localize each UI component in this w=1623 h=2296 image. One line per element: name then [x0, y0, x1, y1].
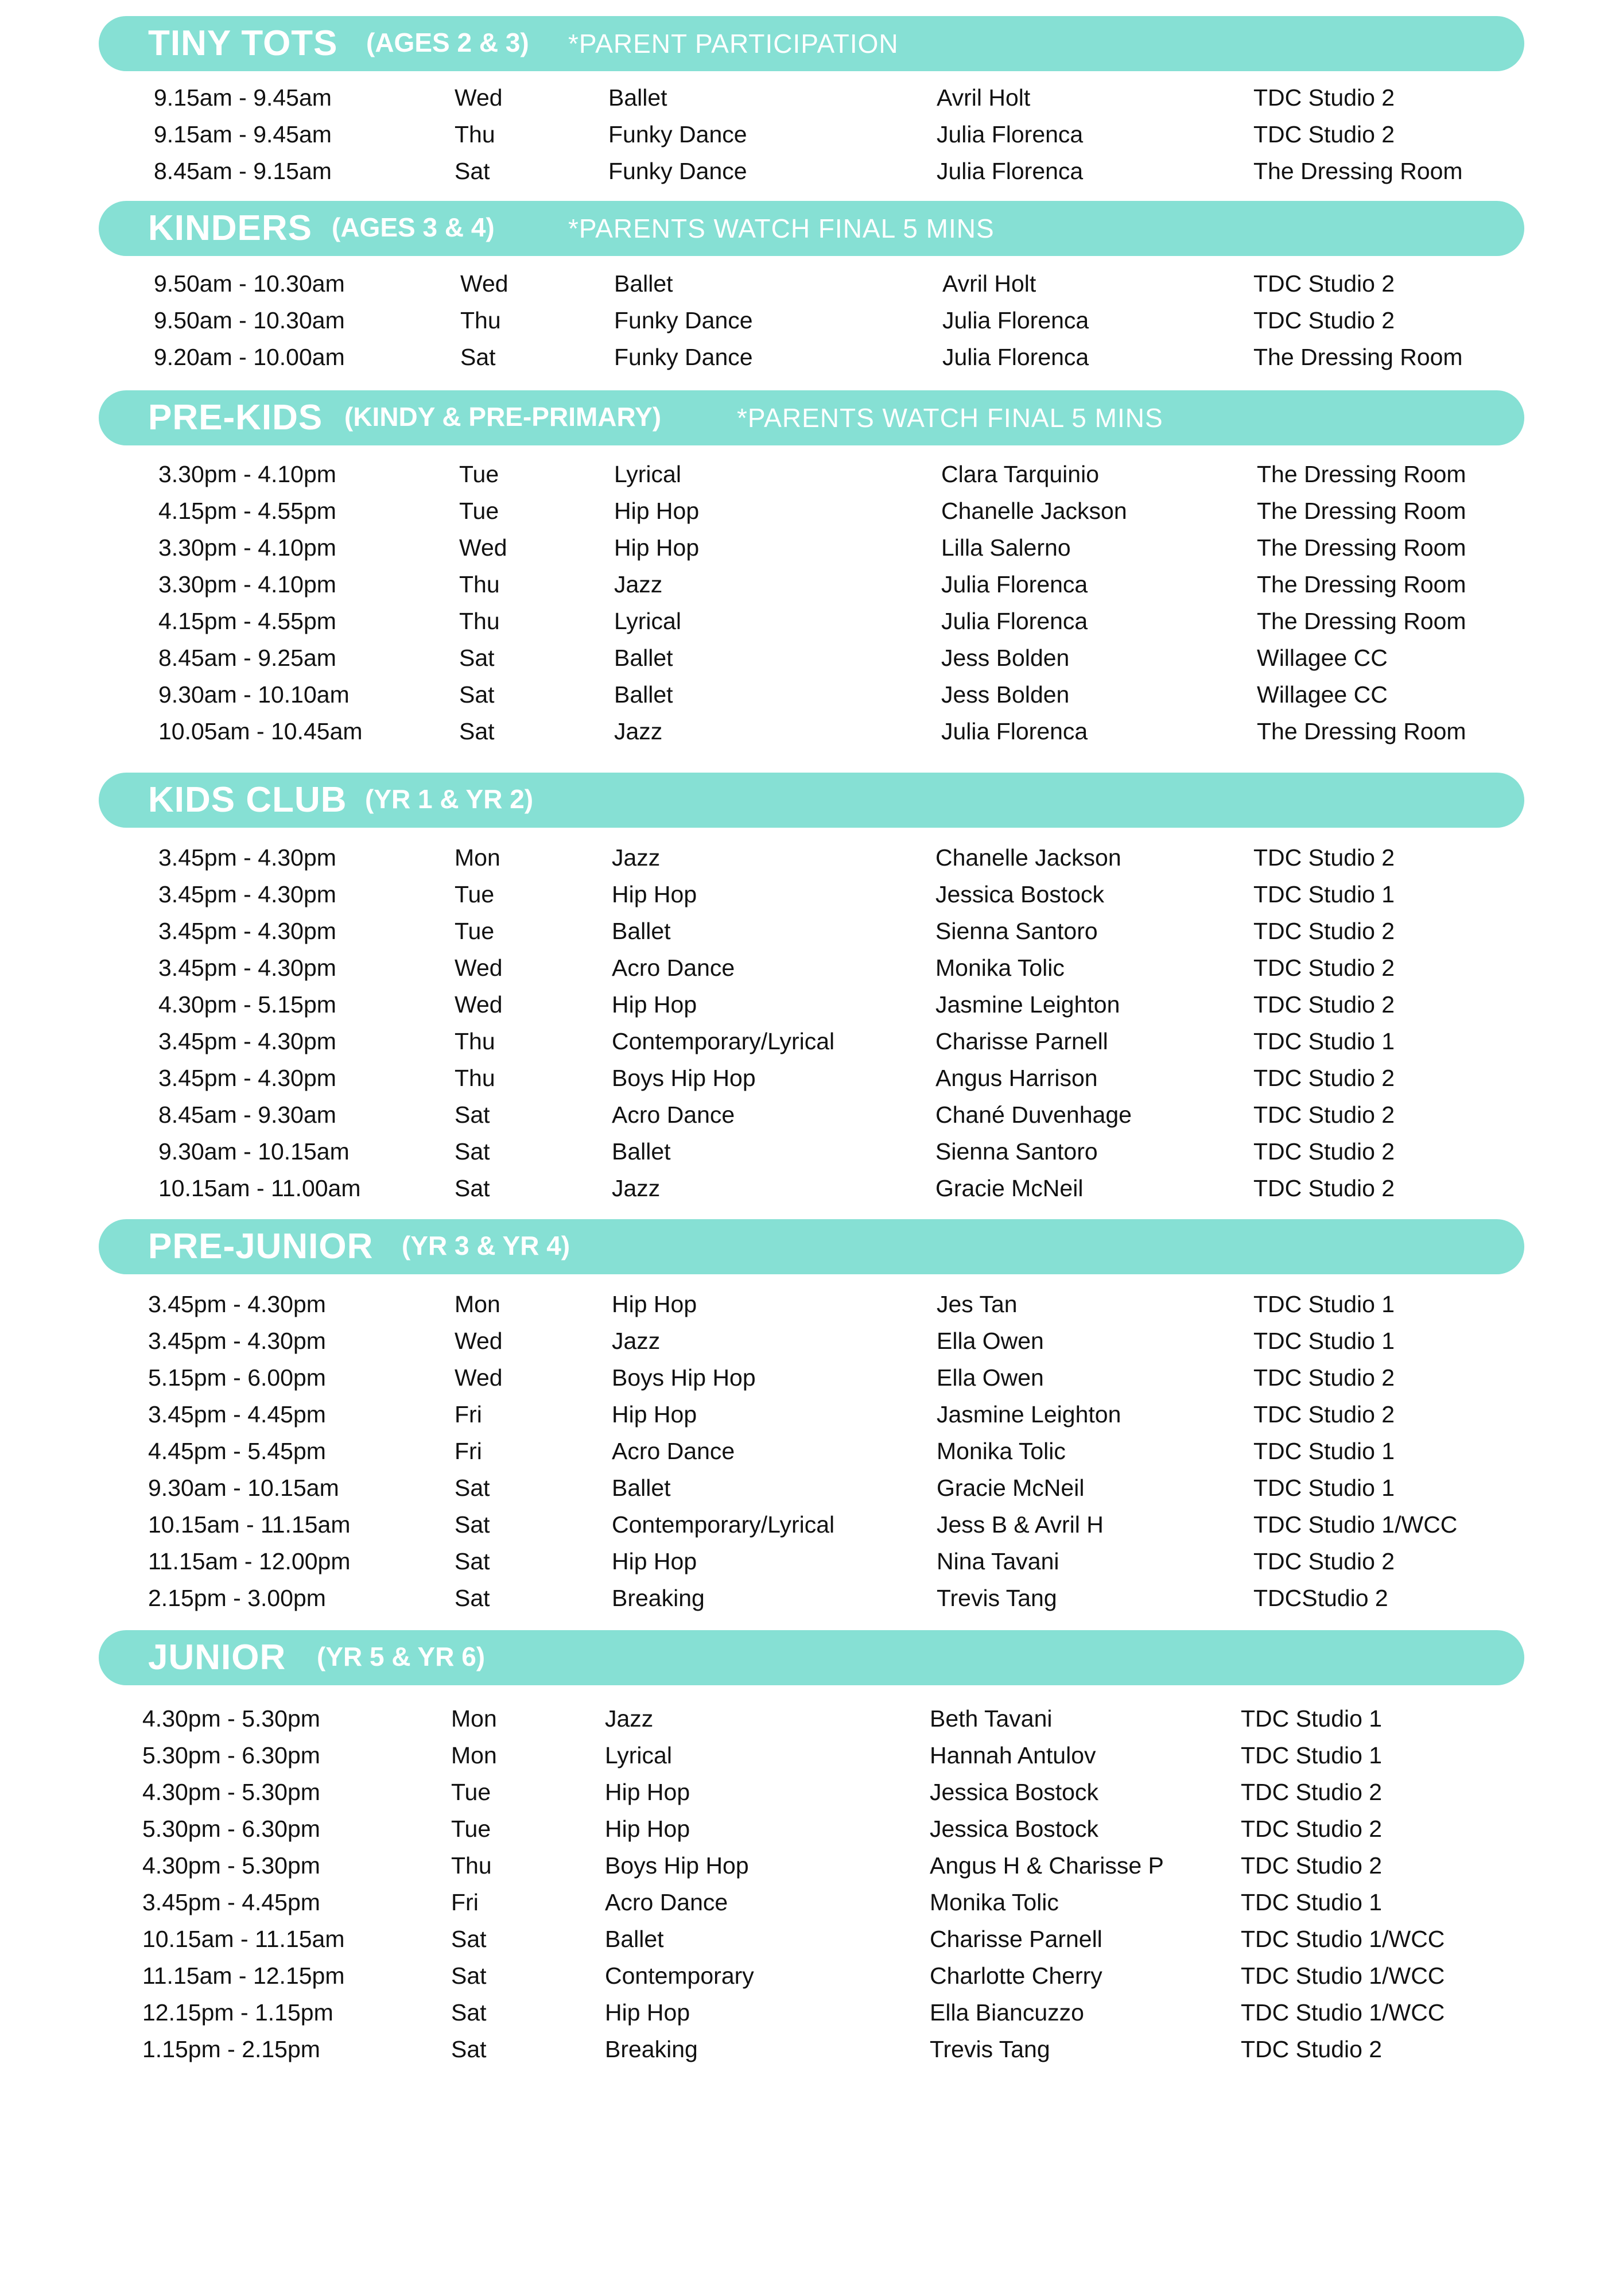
kinders-note: *PARENTS WATCH FINAL 5 MINS [568, 214, 995, 243]
cell-class: Lyrical [614, 608, 681, 634]
cell-time: 9.30am - 10.15am [158, 1138, 350, 1165]
schedule-row [0, 1096, 1623, 1133]
pre-kids-note: *PARENTS WATCH FINAL 5 MINS [737, 403, 1163, 433]
cell-class: Jazz [612, 1175, 661, 1201]
cell-day: Tue [451, 1779, 491, 1805]
kids-club-schedule [0, 839, 1623, 1207]
schedule-row [0, 1921, 1623, 1957]
cell-teacher: Sienna Santoro [935, 918, 1098, 944]
cell-class: Ballet [605, 1926, 664, 1952]
cell-venue: TDC Studio 1 [1241, 1705, 1383, 1732]
cell-day: Sat [451, 1999, 487, 2026]
cell-day: Mon [455, 844, 500, 871]
schedule-row [0, 566, 1623, 603]
kids-club-banner [99, 773, 1524, 828]
cell-class: Jazz [612, 1328, 661, 1354]
schedule-row [0, 79, 1623, 116]
cell-venue: TDC Studio 2 [1253, 991, 1395, 1018]
schedule-row [0, 1810, 1623, 1847]
cell-venue: TDC Studio 2 [1253, 918, 1395, 944]
cell-day: Wed [455, 84, 503, 111]
schedule-row [0, 1396, 1623, 1433]
schedule-row [0, 302, 1623, 339]
cell-day: Sat [459, 681, 495, 708]
schedule-row [0, 1170, 1623, 1207]
cell-class: Contemporary/Lyrical [612, 1028, 835, 1054]
schedule-row [0, 1133, 1623, 1170]
cell-teacher: Ella Owen [937, 1328, 1044, 1354]
cell-teacher: Jasmine Leighton [935, 991, 1120, 1018]
cell-class: Boys Hip Hop [605, 1852, 749, 1879]
schedule-row [0, 1700, 1623, 1737]
cell-teacher: Charlotte Cherry [930, 1963, 1102, 1989]
cell-venue: TDC Studio 1 [1253, 1028, 1395, 1054]
cell-venue: TDC Studio 1/WCC [1241, 1963, 1445, 1989]
tiny-tots-schedule [0, 79, 1623, 189]
cell-day: Sat [455, 1175, 490, 1201]
cell-time: 9.50am - 10.30am [154, 270, 345, 297]
cell-venue: TDC Studio 2 [1241, 1779, 1383, 1805]
cell-class: Breaking [605, 2036, 698, 2062]
cell-time: 8.45am - 9.25am [158, 645, 336, 671]
cell-teacher: Jess Bolden [941, 645, 1070, 671]
kinders-schedule [0, 265, 1623, 375]
cell-teacher: Julia Florenca [937, 158, 1084, 184]
cell-class: Breaking [612, 1585, 705, 1611]
schedule-row [0, 265, 1623, 302]
cell-day: Thu [455, 121, 495, 148]
schedule-row [0, 1506, 1623, 1543]
cell-teacher: Lilla Salerno [941, 534, 1071, 561]
schedule-row [0, 603, 1623, 639]
cell-teacher: Trevis Tang [930, 2036, 1050, 2062]
cell-class: Jazz [605, 1705, 654, 1732]
cell-day: Sat [451, 1963, 487, 1989]
schedule-row [0, 1469, 1623, 1506]
cell-venue: TDC Studio 1 [1253, 1475, 1395, 1501]
schedule-row [0, 456, 1623, 492]
pre-kids-schedule [0, 456, 1623, 750]
schedule-row [0, 339, 1623, 375]
cell-day: Mon [455, 1291, 500, 1317]
cell-class: Hip Hop [614, 534, 700, 561]
cell-teacher: Chané Duvenhage [935, 1102, 1132, 1128]
cell-venue: TDC Studio 2 [1241, 1852, 1383, 1879]
kids-club-title: KIDS CLUB [148, 780, 347, 820]
cell-venue: The Dressing Room [1253, 158, 1463, 184]
junior-schedule [0, 1700, 1623, 2068]
cell-venue: TDC Studio 1 [1253, 881, 1395, 907]
schedule-row [0, 1322, 1623, 1359]
cell-day: Sat [455, 1585, 490, 1611]
cell-class: Hip Hop [612, 1548, 697, 1574]
cell-time: 10.15am - 11.15am [148, 1511, 351, 1538]
cell-day: Wed [459, 534, 507, 561]
cell-venue: TDC Studio 1 [1241, 1889, 1383, 1915]
cell-teacher: Monika Tolic [935, 955, 1065, 981]
cell-time: 4.15pm - 4.55pm [158, 498, 336, 524]
cell-day: Sat [451, 2036, 487, 2062]
schedule-row [0, 713, 1623, 750]
cell-teacher: Chanelle Jackson [941, 498, 1127, 524]
cell-teacher: Gracie McNeil [935, 1175, 1084, 1201]
junior-title: JUNIOR [148, 1638, 286, 1677]
cell-time: 4.15pm - 4.55pm [158, 608, 336, 634]
tiny-tots-banner [99, 16, 1524, 71]
cell-day: Wed [460, 270, 508, 297]
cell-teacher: Charisse Parnell [935, 1028, 1108, 1054]
cell-class: Contemporary/Lyrical [612, 1511, 835, 1538]
pre-junior-title: PRE-JUNIOR [148, 1227, 374, 1266]
cell-time: 3.30pm - 4.10pm [158, 534, 336, 561]
cell-time: 4.30pm - 5.30pm [142, 1705, 320, 1732]
cell-time: 9.15am - 9.45am [154, 84, 332, 111]
cell-class: Funky Dance [614, 307, 753, 333]
cell-venue: The Dressing Room [1257, 608, 1466, 634]
cell-time: 10.15am - 11.15am [142, 1926, 345, 1952]
cell-teacher: Clara Tarquinio [941, 461, 1100, 487]
cell-venue: The Dressing Room [1257, 498, 1466, 524]
schedule-row [0, 1023, 1623, 1060]
cell-time: 9.50am - 10.30am [154, 307, 345, 333]
cell-venue: The Dressing Room [1253, 344, 1463, 370]
cell-venue: Willagee CC [1257, 681, 1388, 708]
cell-day: Mon [451, 1705, 497, 1732]
cell-venue: The Dressing Room [1257, 461, 1466, 487]
cell-venue: The Dressing Room [1257, 718, 1466, 744]
cell-class: Ballet [608, 84, 667, 111]
schedule-row [0, 1060, 1623, 1096]
cell-teacher: Julia Florenca [941, 718, 1088, 744]
cell-day: Sat [455, 1102, 490, 1128]
cell-venue: TDC Studio 2 [1241, 2036, 1383, 2062]
cell-day: Fri [455, 1438, 482, 1464]
schedule-row [0, 986, 1623, 1023]
cell-time: 8.45am - 9.15am [154, 158, 332, 184]
cell-time: 3.45pm - 4.30pm [158, 918, 336, 944]
cell-day: Wed [455, 991, 503, 1018]
cell-day: Sat [455, 1548, 490, 1574]
pre-junior-ages: (YR 3 & YR 4) [402, 1231, 570, 1261]
cell-venue: The Dressing Room [1257, 571, 1466, 598]
pre-kids-banner [99, 390, 1524, 445]
schedule-row [0, 1994, 1623, 2031]
schedule-row [0, 1543, 1623, 1580]
cell-teacher: Angus H & Charisse P [930, 1852, 1164, 1879]
cell-time: 3.45pm - 4.30pm [148, 1291, 326, 1317]
cell-venue: TDC Studio 2 [1253, 307, 1395, 333]
schedule-row [0, 1580, 1623, 1616]
cell-day: Tue [451, 1816, 491, 1842]
cell-day: Wed [455, 955, 503, 981]
cell-teacher: Julia Florenca [937, 121, 1084, 148]
schedule-row [0, 529, 1623, 566]
cell-class: Boys Hip Hop [612, 1364, 756, 1391]
cell-time: 3.45pm - 4.30pm [158, 955, 336, 981]
kinders-banner [99, 201, 1524, 256]
cell-teacher: Angus Harrison [935, 1065, 1098, 1091]
cell-class: Ballet [614, 681, 673, 708]
cell-venue: TDC Studio 1 [1253, 1291, 1395, 1317]
cell-class: Jazz [612, 844, 661, 871]
tiny-tots-title: TINY TOTS [148, 24, 338, 63]
cell-venue: TDC Studio 1 [1253, 1438, 1395, 1464]
cell-day: Sat [455, 1138, 490, 1165]
cell-teacher: Julia Florenca [941, 571, 1088, 598]
cell-teacher: Charisse Parnell [930, 1926, 1102, 1952]
cell-venue: TDC Studio 2 [1253, 84, 1395, 111]
cell-time: 1.15pm - 2.15pm [142, 2036, 320, 2062]
cell-venue: TDCStudio 2 [1253, 1585, 1388, 1611]
cell-day: Thu [459, 571, 500, 598]
cell-day: Tue [455, 881, 495, 907]
cell-venue: TDC Studio 2 [1253, 1548, 1395, 1574]
cell-teacher: Monika Tolic [930, 1889, 1059, 1915]
cell-time: 8.45am - 9.30am [158, 1102, 336, 1128]
cell-day: Sat [460, 344, 496, 370]
schedule-row [0, 1774, 1623, 1810]
kinders-ages: (AGES 3 & 4) [332, 212, 495, 242]
cell-teacher: Jasmine Leighton [937, 1401, 1121, 1428]
cell-venue: TDC Studio 2 [1253, 1102, 1395, 1128]
cell-day: Sat [455, 158, 490, 184]
cell-teacher: Avril Holt [942, 270, 1036, 297]
cell-time: 2.15pm - 3.00pm [148, 1585, 326, 1611]
cell-venue: TDC Studio 1 [1253, 1328, 1395, 1354]
cell-time: 4.30pm - 5.30pm [142, 1779, 320, 1805]
cell-day: Thu [460, 307, 501, 333]
cell-venue: TDC Studio 2 [1253, 1065, 1395, 1091]
cell-day: Sat [451, 1926, 487, 1952]
schedule-row [0, 2031, 1623, 2068]
cell-day: Mon [451, 1742, 497, 1768]
cell-time: 3.45pm - 4.30pm [158, 1065, 336, 1091]
cell-time: 4.45pm - 5.45pm [148, 1438, 326, 1464]
cell-venue: TDC Studio 1 [1241, 1742, 1383, 1768]
cell-venue: TDC Studio 2 [1253, 844, 1395, 871]
cell-class: Lyrical [614, 461, 681, 487]
cell-day: Sat [455, 1475, 490, 1501]
cell-day: Sat [455, 1511, 490, 1538]
schedule-row [0, 949, 1623, 986]
schedule-row [0, 639, 1623, 676]
cell-class: Ballet [614, 270, 673, 297]
schedule-row [0, 153, 1623, 189]
cell-teacher: Jessica Bostock [935, 881, 1104, 907]
cell-time: 11.15am - 12.00pm [148, 1548, 351, 1574]
cell-venue: Willagee CC [1257, 645, 1388, 671]
kinders-title: KINDERS [148, 208, 313, 248]
cell-time: 9.30am - 10.10am [158, 681, 350, 708]
cell-class: Ballet [612, 1138, 671, 1165]
cell-venue: The Dressing Room [1257, 534, 1466, 561]
junior-banner [99, 1630, 1524, 1685]
schedule-row [0, 492, 1623, 529]
cell-venue: TDC Studio 1/WCC [1253, 1511, 1458, 1538]
cell-teacher: Hannah Antulov [930, 1742, 1096, 1768]
cell-venue: TDC Studio 2 [1253, 955, 1395, 981]
cell-time: 3.45pm - 4.30pm [158, 881, 336, 907]
tiny-tots-note: *PARENT PARTICIPATION [568, 29, 899, 59]
cell-class: Hip Hop [605, 1779, 690, 1805]
pre-junior-schedule [0, 1286, 1623, 1616]
cell-venue: TDC Studio 1/WCC [1241, 1999, 1445, 2026]
cell-time: 10.05am - 10.45am [158, 718, 363, 744]
cell-class: Funky Dance [608, 158, 747, 184]
cell-day: Fri [451, 1889, 479, 1915]
schedule-row [0, 1957, 1623, 1994]
cell-day: Tue [459, 498, 499, 524]
cell-teacher: Jessica Bostock [930, 1816, 1098, 1842]
cell-teacher: Julia Florenca [942, 344, 1089, 370]
cell-time: 10.15am - 11.00am [158, 1175, 361, 1201]
cell-day: Wed [455, 1328, 503, 1354]
cell-venue: TDC Studio 2 [1253, 1138, 1395, 1165]
cell-teacher: Julia Florenca [942, 307, 1089, 333]
schedule-row [0, 1884, 1623, 1921]
cell-teacher: Nina Tavani [937, 1548, 1059, 1574]
cell-day: Tue [455, 918, 495, 944]
cell-class: Boys Hip Hop [612, 1065, 756, 1091]
cell-class: Ballet [614, 645, 673, 671]
cell-teacher: Jes Tan [937, 1291, 1018, 1317]
cell-class: Hip Hop [614, 498, 700, 524]
schedule-row [0, 1286, 1623, 1322]
pre-kids-title: PRE-KIDS [148, 398, 323, 437]
schedule-row [0, 676, 1623, 713]
schedule-row [0, 839, 1623, 876]
cell-time: 4.30pm - 5.30pm [142, 1852, 320, 1879]
cell-teacher: Jessica Bostock [930, 1779, 1098, 1805]
schedule-row [0, 116, 1623, 153]
cell-class: Funky Dance [614, 344, 753, 370]
cell-venue: TDC Studio 2 [1253, 1175, 1395, 1201]
junior-ages: (YR 5 & YR 6) [317, 1642, 486, 1671]
schedule-row [0, 1433, 1623, 1469]
cell-time: 3.45pm - 4.30pm [158, 1028, 336, 1054]
cell-venue: TDC Studio 1/WCC [1241, 1926, 1445, 1952]
cell-teacher: Monika Tolic [937, 1438, 1066, 1464]
cell-teacher: Beth Tavani [930, 1705, 1053, 1732]
cell-time: 12.15pm - 1.15pm [142, 1999, 333, 2026]
cell-day: Sat [459, 718, 495, 744]
cell-day: Wed [455, 1364, 503, 1391]
cell-class: Lyrical [605, 1742, 672, 1768]
cell-time: 5.30pm - 6.30pm [142, 1816, 320, 1842]
schedule-row [0, 876, 1623, 913]
pre-kids-ages: (KINDY & PRE-PRIMARY) [344, 402, 662, 432]
cell-day: Thu [451, 1852, 492, 1879]
cell-teacher: Jess B & Avril H [937, 1511, 1104, 1538]
cell-day: Sat [459, 645, 495, 671]
cell-day: Thu [455, 1028, 495, 1054]
cell-class: Hip Hop [612, 881, 697, 907]
cell-day: Thu [459, 608, 500, 634]
cell-teacher: Ella Biancuzzo [930, 1999, 1084, 2026]
cell-class: Jazz [614, 571, 663, 598]
cell-class: Acro Dance [612, 1438, 735, 1464]
cell-class: Hip Hop [612, 1291, 697, 1317]
cell-class: Hip Hop [612, 991, 697, 1018]
cell-class: Hip Hop [605, 1816, 690, 1842]
cell-time: 3.45pm - 4.45pm [142, 1889, 320, 1915]
cell-day: Fri [455, 1401, 482, 1428]
cell-class: Jazz [614, 718, 663, 744]
cell-day: Tue [459, 461, 499, 487]
cell-time: 3.30pm - 4.10pm [158, 461, 336, 487]
cell-venue: TDC Studio 2 [1253, 1401, 1395, 1428]
cell-teacher: Sienna Santoro [935, 1138, 1098, 1165]
schedule-row [0, 1847, 1623, 1884]
cell-time: 5.15pm - 6.00pm [148, 1364, 326, 1391]
cell-teacher: Chanelle Jackson [935, 844, 1121, 871]
cell-teacher: Trevis Tang [937, 1585, 1057, 1611]
cell-time: 9.15am - 9.45am [154, 121, 332, 148]
cell-teacher: Jess Bolden [941, 681, 1070, 708]
cell-time: 11.15am - 12.15pm [142, 1963, 345, 1989]
cell-class: Ballet [612, 1475, 671, 1501]
cell-time: 3.45pm - 4.30pm [158, 844, 336, 871]
schedule-row [0, 1359, 1623, 1396]
tiny-tots-ages: (AGES 2 & 3) [366, 28, 529, 57]
cell-class: Contemporary [605, 1963, 754, 1989]
cell-venue: TDC Studio 2 [1241, 1816, 1383, 1842]
cell-time: 9.20am - 10.00am [154, 344, 345, 370]
cell-time: 3.45pm - 4.45pm [148, 1401, 326, 1428]
cell-teacher: Ella Owen [937, 1364, 1044, 1391]
cell-venue: TDC Studio 2 [1253, 270, 1395, 297]
cell-time: 5.30pm - 6.30pm [142, 1742, 320, 1768]
cell-venue: TDC Studio 2 [1253, 121, 1395, 148]
cell-venue: TDC Studio 2 [1253, 1364, 1395, 1391]
cell-time: 9.30am - 10.15am [148, 1475, 339, 1501]
cell-class: Hip Hop [605, 1999, 690, 2026]
cell-day: Thu [455, 1065, 495, 1091]
cell-time: 3.45pm - 4.30pm [148, 1328, 326, 1354]
kids-club-ages: (YR 1 & YR 2) [365, 784, 534, 814]
cell-teacher: Avril Holt [937, 84, 1031, 111]
cell-class: Hip Hop [612, 1401, 697, 1428]
cell-teacher: Julia Florenca [941, 608, 1088, 634]
schedule-row [0, 1737, 1623, 1774]
pre-junior-banner [99, 1219, 1524, 1274]
schedule-row [0, 913, 1623, 949]
cell-class: Acro Dance [605, 1889, 728, 1915]
cell-time: 4.30pm - 5.15pm [158, 991, 336, 1018]
cell-class: Acro Dance [612, 955, 735, 981]
cell-class: Acro Dance [612, 1102, 735, 1128]
cell-time: 3.30pm - 4.10pm [158, 571, 336, 598]
cell-teacher: Gracie McNeil [937, 1475, 1085, 1501]
cell-class: Funky Dance [608, 121, 747, 148]
cell-class: Ballet [612, 918, 671, 944]
